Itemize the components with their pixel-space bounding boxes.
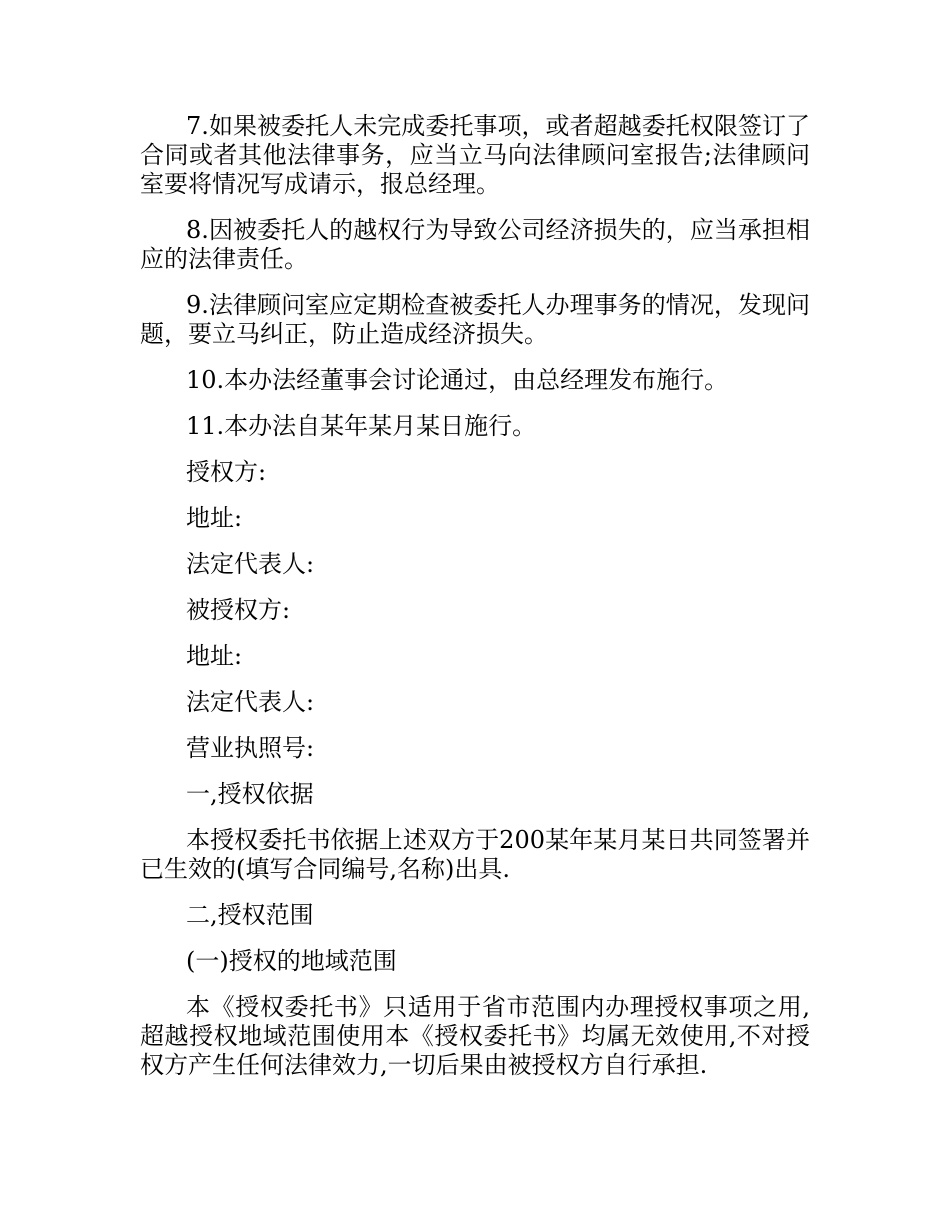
grantee-legal-rep-label: 法定代表人: [186,688,315,716]
region-scope-text: 本《授权委托书》只适用于省市范围内办理授权事项之用,超越授权地域范围使用本《授权委托书》均属无效使用,不对授权方产生任何法律效力,一切后果由被授权方自行承担. [140,993,810,1079]
business-license-label: 营业执照号: [186,734,315,762]
grantor-address-label: 地址: [186,504,243,532]
clause-9: 9.法律顾问室应定期检查被委托人办理事务的情况，发现问题，要立马纠正，防止造成经济损失。 [140,291,810,348]
clause-8: 8.因被委托人的越权行为导致公司经济损失的，应当承担相应的法律责任。 [140,216,810,273]
section-heading-basis: 一,授权依据 [186,780,314,808]
grantee-address-label: 地址: [186,642,243,670]
clause-10: 10.本办法经董事会讨论通过，由总经理发布施行。 [186,366,729,394]
document-page [140,112,810,1097]
section-heading-scope: 二,授权范围 [186,901,314,929]
grantor-label: 授权方: [186,458,267,486]
clause-11: 11.本办法自某年某月某日施行。 [186,412,537,440]
grantee-label: 被授权方: [186,596,291,624]
clause-7: 7.如果被委托人未完成委托事项，或者超越委托权限签订了合同或者其他法律事务，应当立马向法律顾问室报告;法律顾问室要将情况写成请示，报总经理。 [140,112,810,198]
subsection-heading-region: (一)授权的地域范围 [186,947,397,975]
grantor-legal-rep-label: 法定代表人: [186,550,315,578]
basis-text: 本授权委托书依据上述双方于200某年某月某日共同签署并已生效的(填写合同编号,名称)出具. [140,826,810,883]
